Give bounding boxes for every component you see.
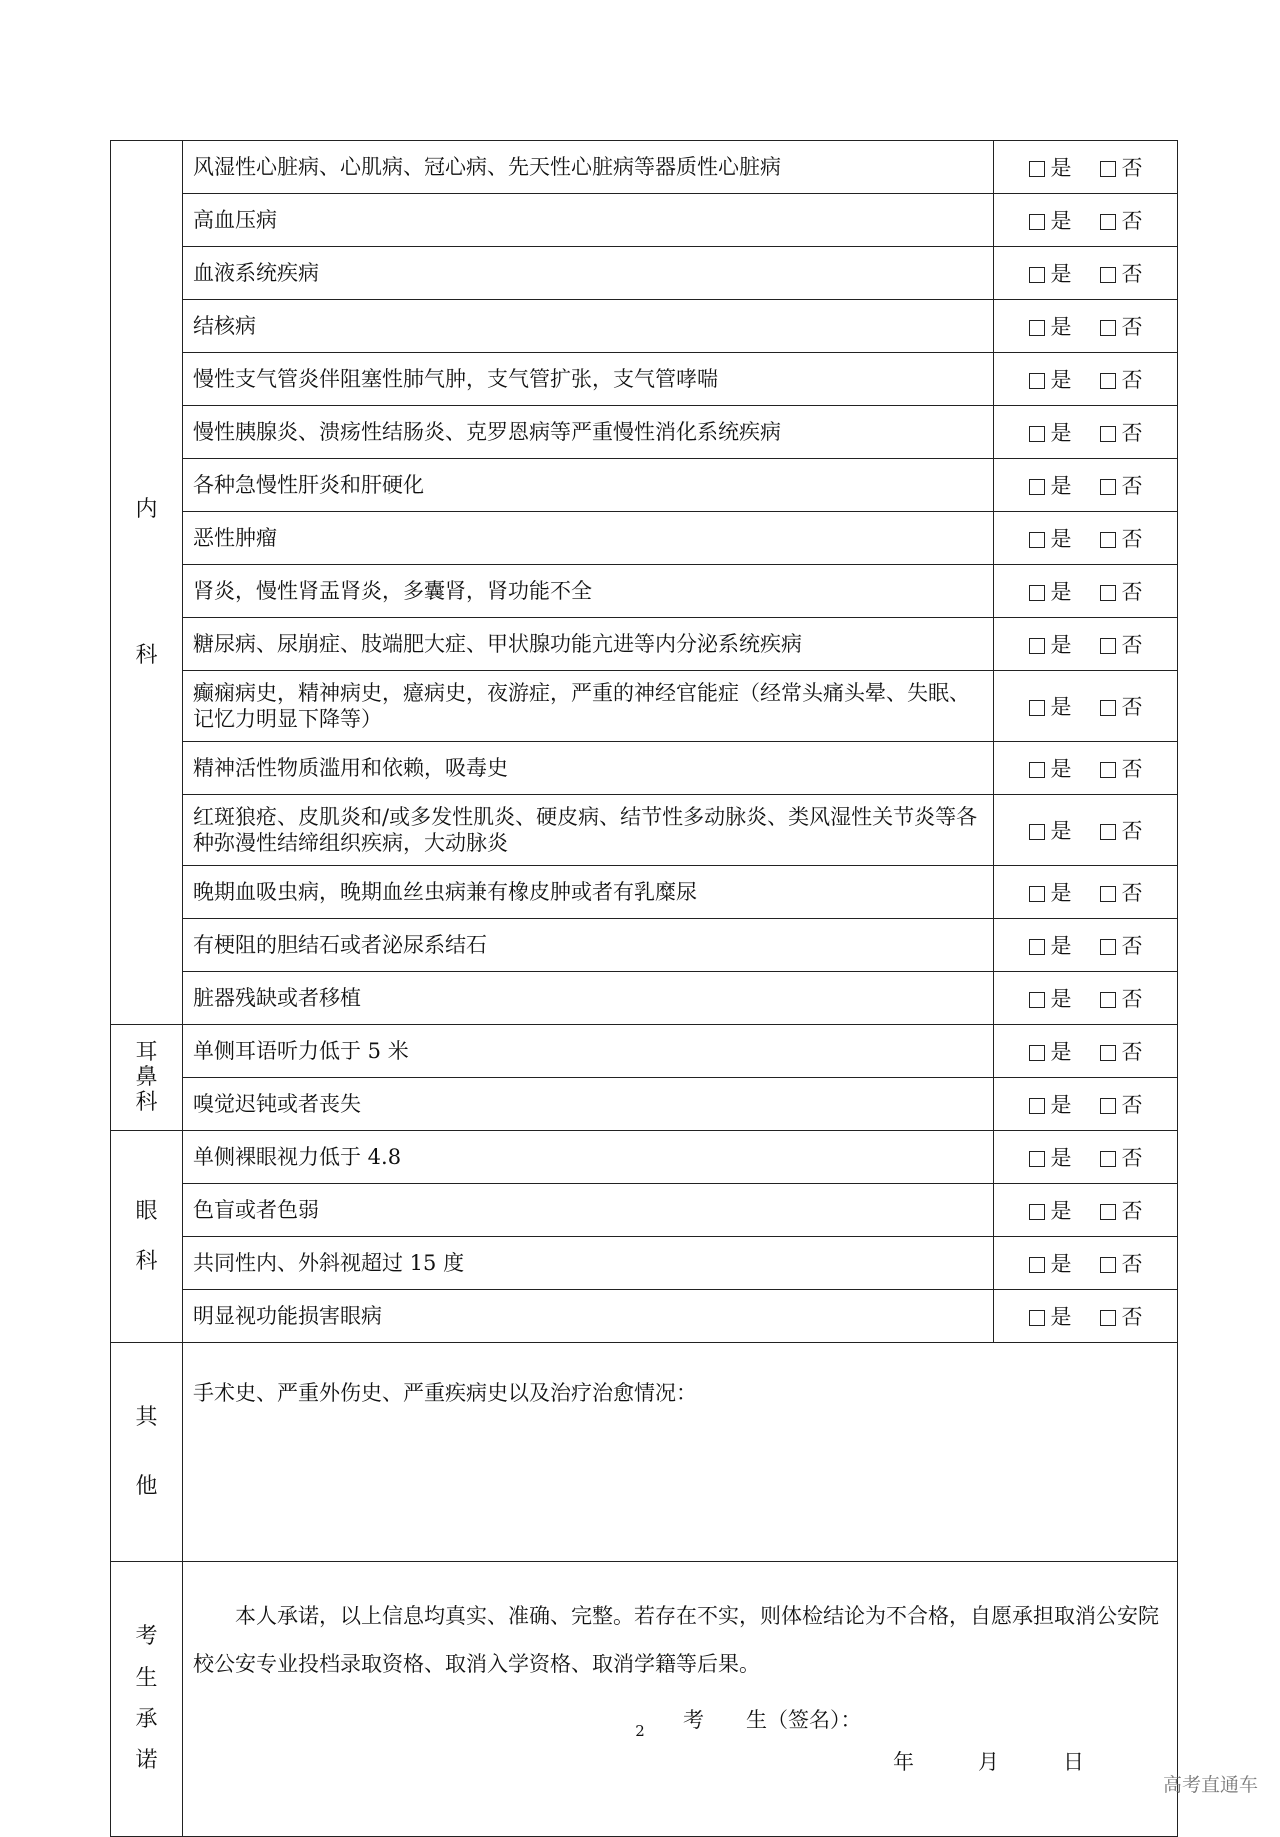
no-checkbox[interactable] (1100, 1089, 1143, 1119)
option-label: 否 (1121, 262, 1143, 286)
table-row (111, 459, 1178, 512)
yes-no-cell (994, 141, 1178, 194)
yes-no-cell (994, 1290, 1178, 1343)
table-row (111, 353, 1178, 406)
checkbox-square-icon[interactable] (1029, 373, 1045, 389)
category-char: 鼻 (135, 1064, 158, 1090)
yes-no-cell (994, 406, 1178, 459)
checkbox-square-icon[interactable] (1029, 939, 1045, 955)
option-label: 是 (1050, 262, 1072, 286)
checkbox-square-icon[interactable] (1029, 426, 1045, 442)
table-row (111, 1237, 1178, 1290)
date-month-label: 月 (978, 1750, 999, 1774)
yes-checkbox[interactable] (1029, 930, 1072, 960)
yes-checkbox[interactable] (1029, 629, 1072, 659)
table-row (111, 742, 1178, 795)
checkbox-square-icon[interactable] (1029, 267, 1045, 283)
category-char: 生 (135, 1665, 158, 1691)
no-checkbox[interactable] (1100, 311, 1143, 341)
checkbox-square-icon[interactable] (1029, 1257, 1045, 1273)
category-char: 耳 (135, 1039, 158, 1065)
option-label: 是 (1050, 315, 1072, 339)
yes-checkbox[interactable] (1029, 523, 1072, 553)
option-label: 是 (1050, 421, 1072, 445)
category-char: 承 (135, 1707, 158, 1732)
option-label: 是 (1050, 695, 1072, 719)
signature-label: 考 生（签名）： (683, 1708, 862, 1732)
other-history-prompt: 手术史、严重外伤史、严重疾病史以及治疗治愈情况： (193, 1381, 697, 1405)
yes-no-cell (994, 1184, 1178, 1237)
no-checkbox[interactable] (1100, 470, 1143, 500)
table-row (111, 1290, 1178, 1343)
checkbox-square-icon[interactable] (1029, 1098, 1045, 1114)
table-row (111, 1131, 1178, 1184)
option-label: 是 (1050, 757, 1072, 781)
table-row (111, 300, 1178, 353)
table-row (111, 565, 1178, 618)
promise-text: 本人承诺，以上信息均真实、准确、完整。若存在不实，则体检结论为不合格，自愿承担取消公安院校公安专业投档录取资格、取消入学资格、取消学籍等后果。 (193, 1604, 1159, 1676)
option-label: 否 (1121, 819, 1143, 843)
other-history-field[interactable] (183, 1343, 1178, 1562)
table-row (111, 795, 1178, 866)
no-checkbox[interactable] (1100, 1036, 1143, 1066)
condition-item: 嗅觉迟钝或者丧失 (183, 1078, 994, 1131)
option-label: 否 (1121, 474, 1143, 498)
option-label: 是 (1050, 1093, 1072, 1117)
yes-checkbox[interactable] (1029, 1195, 1072, 1225)
option-label: 否 (1121, 1305, 1143, 1329)
checkbox-square-icon[interactable] (1029, 992, 1045, 1008)
checkbox-square-icon[interactable] (1100, 585, 1116, 601)
yes-checkbox[interactable] (1029, 205, 1072, 235)
yes-no-cell (994, 353, 1178, 406)
checkbox-square-icon[interactable] (1100, 373, 1116, 389)
checkbox-square-icon[interactable] (1029, 824, 1045, 840)
watermark: 高考直通车 (1162, 1774, 1258, 1796)
condition-item: 糖尿病、尿崩症、肢端肥大症、甲状腺功能亢进等内分泌系统疾病 (183, 618, 994, 671)
yes-checkbox[interactable] (1029, 1248, 1072, 1278)
yes-checkbox[interactable] (1029, 983, 1072, 1013)
table-row (111, 618, 1178, 671)
category-label (111, 1025, 183, 1131)
table-row (111, 1184, 1178, 1237)
checkbox-square-icon[interactable] (1029, 1045, 1045, 1061)
checkbox-square-icon[interactable] (1100, 1151, 1116, 1167)
table-row (111, 919, 1178, 972)
no-checkbox[interactable] (1100, 364, 1143, 394)
yes-checkbox[interactable] (1029, 1301, 1072, 1331)
yes-no-cell (994, 565, 1178, 618)
checkbox-square-icon[interactable] (1029, 700, 1045, 716)
promise-cell (183, 1562, 1178, 1837)
no-checkbox[interactable] (1100, 930, 1143, 960)
condition-item: 结核病 (183, 300, 994, 353)
condition-item: 风湿性心脏病、心肌病、冠心病、先天性心脏病等器质性心脏病 (183, 141, 994, 194)
yes-checkbox[interactable] (1029, 258, 1072, 288)
no-checkbox[interactable] (1100, 691, 1143, 721)
option-label: 否 (1121, 1199, 1143, 1223)
yes-no-cell (994, 1131, 1178, 1184)
condition-item: 单侧裸眼视力低于 4.8 (183, 1131, 994, 1184)
yes-checkbox[interactable] (1029, 152, 1072, 182)
yes-checkbox[interactable] (1029, 364, 1072, 394)
condition-item: 红斑狼疮、皮肌炎和/或多发性肌炎、硬皮病、结节性多动脉炎、类风湿性关节炎等各种弥漫性结缔组织疾病，大动脉炎 (183, 795, 994, 866)
no-checkbox[interactable] (1100, 629, 1143, 659)
yes-no-cell (994, 1078, 1178, 1131)
option-label: 否 (1121, 695, 1143, 719)
checkbox-square-icon[interactable] (1100, 320, 1116, 336)
yes-no-cell (994, 972, 1178, 1025)
table-row (111, 141, 1178, 194)
table-row (111, 406, 1178, 459)
no-checkbox[interactable] (1100, 1195, 1143, 1225)
yes-checkbox[interactable] (1029, 311, 1072, 341)
no-checkbox[interactable] (1100, 1142, 1143, 1172)
checkbox-square-icon[interactable] (1029, 161, 1045, 177)
category-char: 科 (135, 642, 158, 668)
yes-no-cell (994, 247, 1178, 300)
option-label: 否 (1121, 156, 1143, 180)
date-day-label: 日 (1063, 1750, 1084, 1774)
condition-item: 高血压病 (183, 194, 994, 247)
option-label: 是 (1050, 474, 1072, 498)
checkbox-square-icon[interactable] (1100, 1310, 1116, 1326)
option-label: 否 (1121, 1040, 1143, 1064)
checkbox-square-icon[interactable] (1100, 479, 1116, 495)
checkbox-square-icon[interactable] (1029, 1310, 1045, 1326)
option-label: 是 (1050, 934, 1072, 958)
table-row (111, 247, 1178, 300)
yes-checkbox[interactable] (1029, 417, 1072, 447)
option-label: 是 (1050, 633, 1072, 657)
no-checkbox[interactable] (1100, 877, 1143, 907)
checkbox-square-icon[interactable] (1029, 214, 1045, 230)
no-checkbox[interactable] (1100, 258, 1143, 288)
checkbox-square-icon[interactable] (1100, 1098, 1116, 1114)
table-row (111, 194, 1178, 247)
option-label: 否 (1121, 1093, 1143, 1117)
checkbox-square-icon[interactable] (1100, 267, 1116, 283)
yes-checkbox[interactable] (1029, 815, 1072, 845)
yes-checkbox[interactable] (1029, 1036, 1072, 1066)
condition-item: 血液系统疾病 (183, 247, 994, 300)
condition-item: 明显视功能损害眼病 (183, 1290, 994, 1343)
category-label (111, 141, 183, 1025)
category-label (111, 1343, 183, 1562)
option-label: 是 (1050, 209, 1072, 233)
option-label: 是 (1050, 987, 1072, 1011)
no-checkbox[interactable] (1100, 152, 1143, 182)
option-label: 是 (1050, 881, 1072, 905)
option-label: 是 (1050, 580, 1072, 604)
condition-item: 慢性胰腺炎、溃疡性结肠炎、克罗恩病等严重慢性消化系统疾病 (183, 406, 994, 459)
yes-checkbox[interactable] (1029, 877, 1072, 907)
category-label (111, 1131, 183, 1343)
table-row (111, 512, 1178, 565)
no-checkbox[interactable] (1100, 576, 1143, 606)
date-year-label: 年 (893, 1750, 914, 1774)
checkbox-square-icon[interactable] (1100, 426, 1116, 442)
checkbox-square-icon[interactable] (1100, 638, 1116, 654)
option-label: 否 (1121, 580, 1143, 604)
option-label: 否 (1121, 881, 1143, 905)
condition-item: 慢性支气管炎伴阻塞性肺气肿，支气管扩张，支气管哮喘 (183, 353, 994, 406)
option-label: 否 (1121, 1146, 1143, 1170)
condition-item: 各种急慢性肝炎和肝硬化 (183, 459, 994, 512)
option-label: 否 (1121, 315, 1143, 339)
checkbox-square-icon[interactable] (1029, 1151, 1045, 1167)
checkbox-square-icon[interactable] (1100, 992, 1116, 1008)
option-label: 是 (1050, 1146, 1072, 1170)
category-char: 科 (135, 1248, 158, 1274)
checkbox-square-icon[interactable] (1029, 479, 1045, 495)
checkbox-square-icon[interactable] (1029, 762, 1045, 778)
no-checkbox[interactable] (1100, 523, 1143, 553)
category-char: 考 (135, 1624, 158, 1650)
promise-row (111, 1562, 1178, 1837)
category-char: 他 (135, 1474, 158, 1499)
category-char: 眼 (135, 1199, 158, 1225)
checkbox-square-icon[interactable] (1100, 824, 1116, 840)
option-label: 否 (1121, 527, 1143, 551)
condition-item: 共同性内、外斜视超过 15 度 (183, 1237, 994, 1290)
table-row (111, 972, 1178, 1025)
no-checkbox[interactable] (1100, 815, 1143, 845)
checkbox-square-icon[interactable] (1100, 886, 1116, 902)
yes-no-cell (994, 300, 1178, 353)
no-checkbox[interactable] (1100, 1248, 1143, 1278)
no-checkbox[interactable] (1100, 753, 1143, 783)
checkbox-square-icon[interactable] (1100, 1204, 1116, 1220)
option-label: 是 (1050, 1252, 1072, 1276)
option-label: 否 (1121, 633, 1143, 657)
yes-checkbox[interactable] (1029, 1142, 1072, 1172)
yes-checkbox[interactable] (1029, 691, 1072, 721)
option-label: 是 (1050, 527, 1072, 551)
option-label: 否 (1121, 1252, 1143, 1276)
no-checkbox[interactable] (1100, 205, 1143, 235)
no-checkbox[interactable] (1100, 1301, 1143, 1331)
option-label: 是 (1050, 368, 1072, 392)
condition-item: 单侧耳语听力低于 5 米 (183, 1025, 994, 1078)
category-char: 内 (135, 497, 158, 523)
checkbox-square-icon[interactable] (1100, 161, 1116, 177)
category-label (111, 1562, 183, 1837)
yes-checkbox[interactable] (1029, 576, 1072, 606)
option-label: 否 (1121, 209, 1143, 233)
option-label: 否 (1121, 757, 1143, 781)
other-row (111, 1343, 1178, 1562)
category-char: 其 (135, 1404, 158, 1430)
option-label: 是 (1050, 1040, 1072, 1064)
option-label: 是 (1050, 819, 1072, 843)
condition-item: 有梗阻的胆结石或者泌尿系结石 (183, 919, 994, 972)
condition-item: 色盲或者色弱 (183, 1184, 994, 1237)
checkbox-square-icon[interactable] (1100, 532, 1116, 548)
condition-item: 晚期血吸虫病，晚期血丝虫病兼有橡皮肿或者有乳糜尿 (183, 866, 994, 919)
health-declaration-table (110, 140, 1178, 1837)
yes-no-cell (994, 1025, 1178, 1078)
checkbox-square-icon[interactable] (1100, 214, 1116, 230)
checkbox-square-icon[interactable] (1100, 762, 1116, 778)
option-label: 否 (1121, 934, 1143, 958)
table-row (111, 866, 1178, 919)
date-field[interactable] (193, 1740, 1169, 1784)
checkbox-square-icon[interactable] (1029, 638, 1045, 654)
yes-no-cell (994, 795, 1178, 866)
yes-no-cell (994, 194, 1178, 247)
option-label: 否 (1121, 368, 1143, 392)
checkbox-square-icon[interactable] (1029, 886, 1045, 902)
yes-checkbox[interactable] (1029, 470, 1072, 500)
checkbox-square-icon[interactable] (1029, 532, 1045, 548)
checkbox-square-icon[interactable] (1100, 1045, 1116, 1061)
condition-item: 恶性肿瘤 (183, 512, 994, 565)
checkbox-square-icon[interactable] (1100, 700, 1116, 716)
condition-item: 精神活性物质滥用和依赖，吸毒史 (183, 742, 994, 795)
option-label: 否 (1121, 421, 1143, 445)
checkbox-square-icon[interactable] (1029, 585, 1045, 601)
option-label: 是 (1050, 1305, 1072, 1329)
yes-checkbox[interactable] (1029, 1089, 1072, 1119)
no-checkbox[interactable] (1100, 983, 1143, 1013)
condition-item: 肾炎，慢性肾盂肾炎，多囊肾，肾功能不全 (183, 565, 994, 618)
yes-checkbox[interactable] (1029, 753, 1072, 783)
yes-no-cell (994, 866, 1178, 919)
table-row (111, 1078, 1178, 1131)
yes-no-cell (994, 742, 1178, 795)
table-row (111, 1025, 1178, 1078)
checkbox-square-icon[interactable] (1029, 320, 1045, 336)
category-char: 科 (135, 1090, 158, 1116)
page-number: 2 (635, 1722, 645, 1740)
checkbox-square-icon[interactable] (1029, 1204, 1045, 1220)
table-row (111, 671, 1178, 742)
condition-item: 脏器残缺或者移植 (183, 972, 994, 1025)
yes-no-cell (994, 919, 1178, 972)
checkbox-square-icon[interactable] (1100, 939, 1116, 955)
yes-no-cell (994, 1237, 1178, 1290)
yes-no-cell (994, 459, 1178, 512)
no-checkbox[interactable] (1100, 417, 1143, 447)
checkbox-square-icon[interactable] (1100, 1257, 1116, 1273)
option-label: 否 (1121, 987, 1143, 1011)
yes-no-cell (994, 671, 1178, 742)
category-char: 诺 (135, 1748, 158, 1774)
condition-item: 癫痫病史，精神病史，癔病史，夜游症，严重的神经官能症（经常头痛头晕、失眠、记忆力明显下降等） (183, 671, 994, 742)
yes-no-cell (994, 512, 1178, 565)
yes-no-cell (994, 618, 1178, 671)
option-label: 是 (1050, 156, 1072, 180)
option-label: 是 (1050, 1199, 1072, 1223)
